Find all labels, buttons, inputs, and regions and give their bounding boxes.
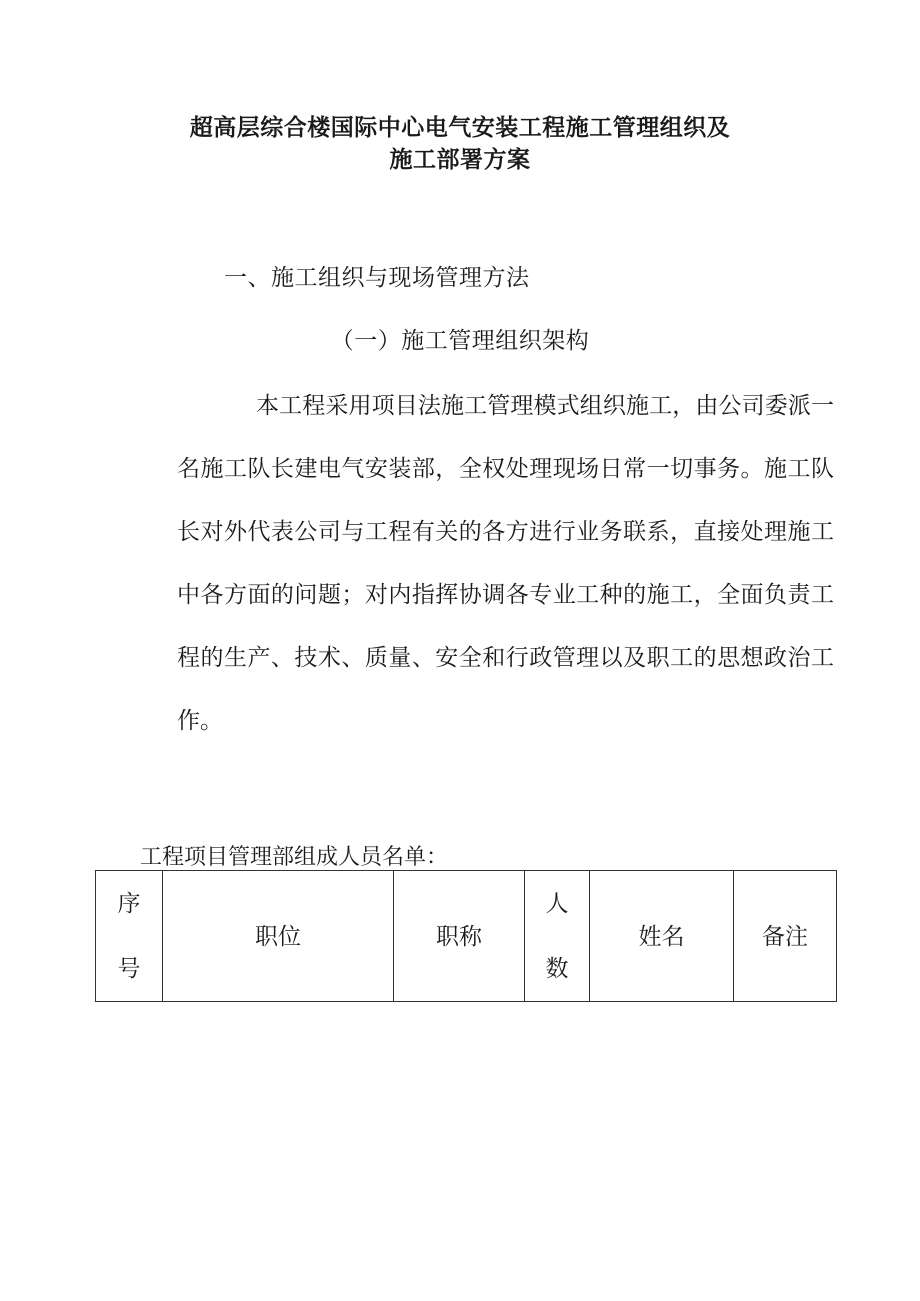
body-paragraph bbox=[177, 374, 834, 752]
paragraph-line: 长对外代表公司与工程有关的各方进行业务联系，直接处理施工 bbox=[177, 519, 834, 544]
personnel-table bbox=[95, 870, 837, 1002]
paragraph-line: 本工程采用项目法施工管理模式组织施工，由公司委派一 bbox=[256, 393, 834, 418]
header-cell-index bbox=[96, 871, 163, 1002]
document-title bbox=[0, 112, 920, 176]
paragraph-line: 程的生产、技术、质量、安全和行政管理以及职工的思想政治工 bbox=[177, 645, 834, 670]
subsection-heading: （一）施工管理组织架构 bbox=[330, 328, 590, 353]
table-caption: 工程项目管理部组成人员名单： bbox=[140, 844, 449, 869]
header-cell-name: 姓名 bbox=[590, 871, 734, 1002]
header-cell-index-label: 序号 bbox=[117, 891, 141, 981]
header-cell-count bbox=[525, 871, 590, 1002]
header-cell-position: 职位 bbox=[163, 871, 394, 1002]
paragraph-line: 作。 bbox=[177, 708, 223, 733]
paragraph-line: 名施工队长建电气安装部，全权处理现场日常一切事务。施工队 bbox=[177, 456, 834, 481]
header-cell-remarks: 备注 bbox=[734, 871, 837, 1002]
header-cell-count-label: 人数 bbox=[545, 891, 569, 981]
document-title-line-1: 超高层综合楼国际中心电气安装工程施工管理组织及 bbox=[189, 115, 731, 140]
header-cell-title: 职称 bbox=[394, 871, 525, 1002]
document-title-line-2: 施工部署方案 bbox=[389, 147, 531, 172]
table-header-row bbox=[96, 871, 837, 1002]
paragraph-line: 中各方面的问题；对内指挥协调各专业工种的施工，全面负责工 bbox=[177, 582, 834, 607]
section-heading: 一、施工组织与现场管理方法 bbox=[224, 265, 530, 290]
